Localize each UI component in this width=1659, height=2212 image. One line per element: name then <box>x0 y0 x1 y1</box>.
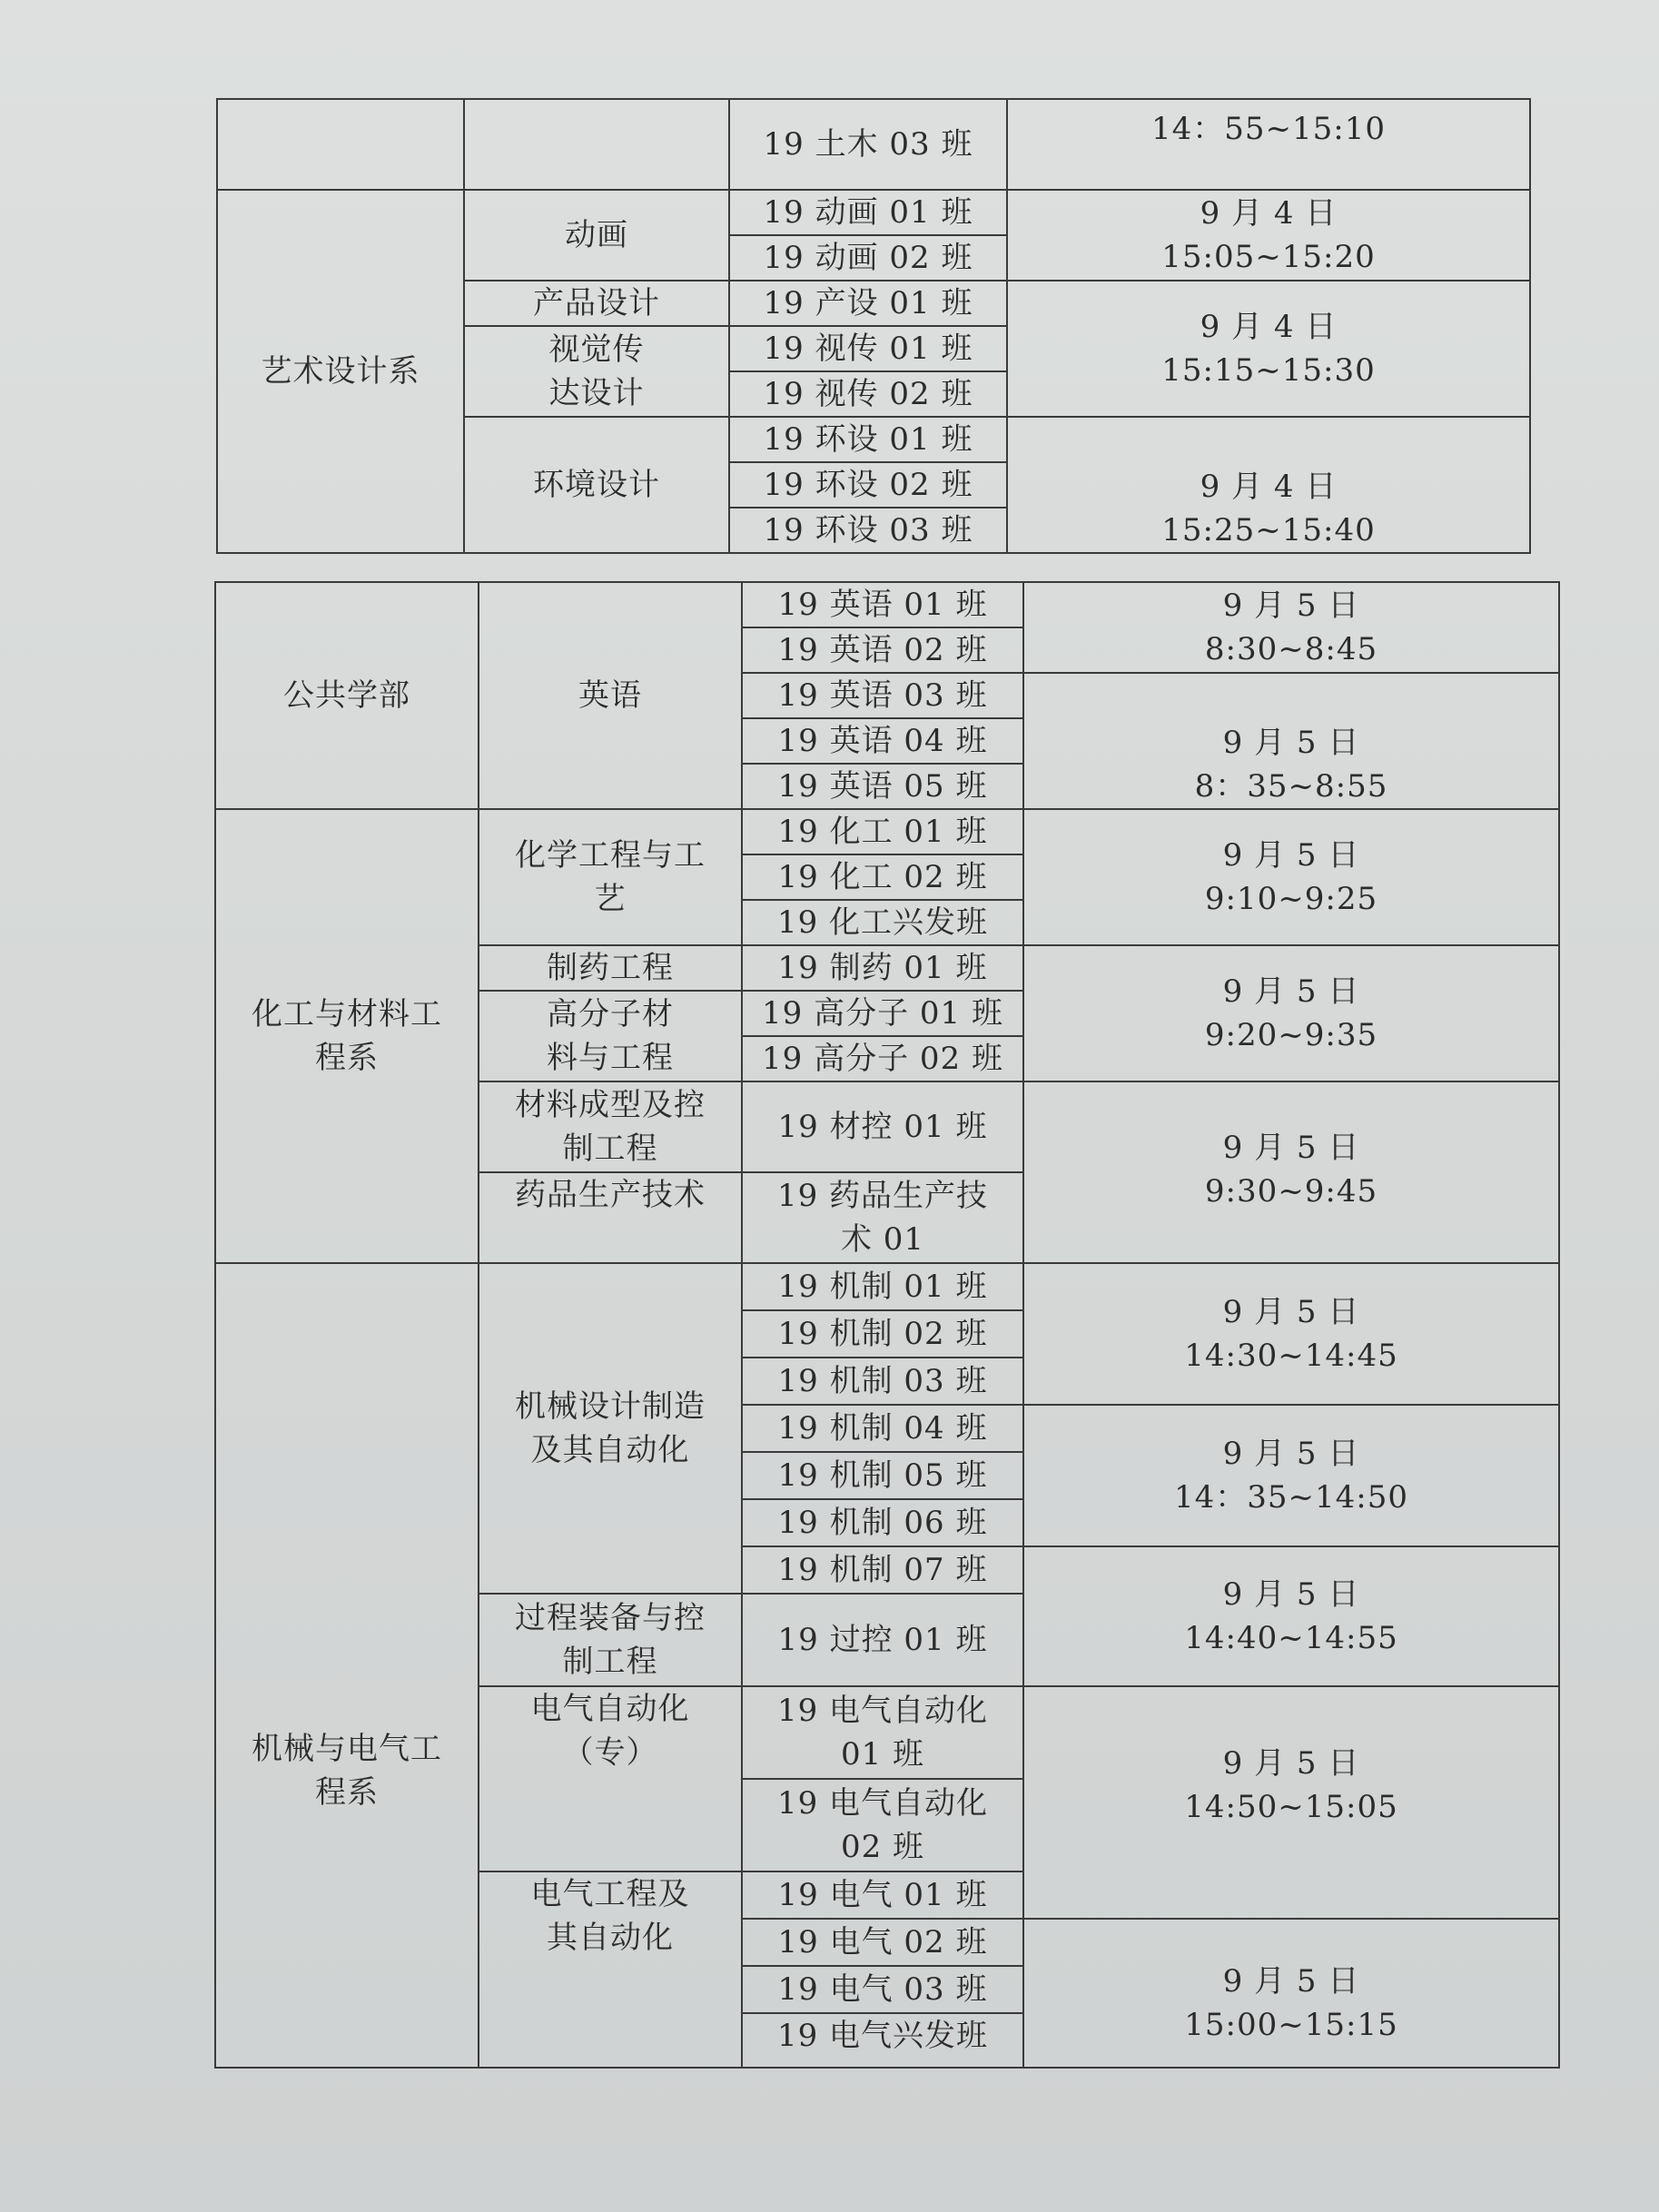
class-cell: 19 电气自动化 02 班 <box>742 1779 1023 1871</box>
slot-date: 9 月 4 日 <box>1200 469 1338 505</box>
slot-time: 8:30~8:45 <box>1204 631 1378 667</box>
time-slot-cell <box>1023 582 1559 673</box>
slot-date: 9 月 4 日 <box>1200 309 1338 345</box>
class-cell: 19 电气兴发班 <box>742 2013 1023 2068</box>
slot-date: 9 月 5 日 <box>1222 1130 1360 1166</box>
slot-date: 9 月 5 日 <box>1222 1745 1360 1782</box>
major-cell: 材料成型及控 制工程 <box>479 1081 742 1172</box>
time-slot-cell <box>1023 1405 1559 1546</box>
major-cell-empty <box>464 99 729 190</box>
class-cell: 19 英语 03 班 <box>742 673 1023 718</box>
class-cell: 19 英语 05 班 <box>742 764 1023 809</box>
time-slot-cell <box>1023 945 1559 1081</box>
slot-date: 9 月 5 日 <box>1222 1576 1360 1613</box>
class-cell: 19 视传 01 班 <box>729 326 1007 371</box>
slot-date: 9 月 5 日 <box>1222 588 1360 624</box>
major-cell: 药品生产技术 <box>479 1172 742 1263</box>
time-slot-cell <box>1007 281 1530 417</box>
slot-time: 9:10~9:25 <box>1204 881 1378 917</box>
class-cell: 19 制药 01 班 <box>742 945 1023 991</box>
slot-date: 9 月 4 日 <box>1200 195 1338 232</box>
time-slot-cell <box>1007 417 1530 553</box>
class-cell: 19 英语 01 班 <box>742 582 1023 627</box>
class-cell: 19 化工兴发班 <box>742 900 1023 945</box>
dept-cell-empty <box>217 99 464 190</box>
major-cell: 产品设计 <box>464 281 729 326</box>
time-slot-cell <box>1023 1081 1559 1263</box>
time-slot-cell <box>1023 1546 1559 1686</box>
class-cell: 19 电气 02 班 <box>742 1919 1023 1966</box>
time-cell: 14：55~15:10 <box>1007 99 1530 190</box>
dept-cell: 艺术设计系 <box>217 190 464 553</box>
major-cell: 过程装备与控 制工程 <box>479 1594 742 1686</box>
slot-time: 9:30~9:45 <box>1204 1173 1378 1210</box>
class-cell: 19 材控 01 班 <box>742 1081 1023 1172</box>
major-cell: 动画 <box>464 190 729 281</box>
schedule-table-main <box>214 581 1560 2069</box>
class-cell: 19 高分子 01 班 <box>742 991 1023 1036</box>
class-cell: 19 环设 03 班 <box>729 508 1007 553</box>
class-cell: 19 机制 03 班 <box>742 1358 1023 1405</box>
time-slot-cell <box>1023 1263 1559 1405</box>
major-cell: 制药工程 <box>479 945 742 991</box>
class-cell: 19 电气 01 班 <box>742 1871 1023 1919</box>
class-cell: 19 英语 02 班 <box>742 627 1023 673</box>
class-cell: 19 过控 01 班 <box>742 1594 1023 1686</box>
class-cell: 19 电气自动化 01 班 <box>742 1686 1023 1779</box>
slot-time: 14:40~14:55 <box>1184 1620 1398 1656</box>
slot-time: 15:15~15:30 <box>1161 352 1376 389</box>
class-cell: 19 土木 03 班 <box>729 99 1007 190</box>
schedule-table-art <box>216 98 1531 554</box>
dept-cell: 公共学部 <box>215 582 479 809</box>
dept-cell: 化工与材料工 程系 <box>215 809 479 1263</box>
time-slot-cell <box>1023 1686 1559 1919</box>
major-cell: 视觉传 达设计 <box>464 326 729 417</box>
slot-date: 9 月 5 日 <box>1222 725 1360 761</box>
class-cell: 19 视传 02 班 <box>729 371 1007 417</box>
class-cell: 19 动画 01 班 <box>729 190 1007 235</box>
major-cell: 化学工程与工 艺 <box>479 809 742 945</box>
class-cell: 19 环设 01 班 <box>729 417 1007 462</box>
slot-time: 14:50~15:05 <box>1184 1789 1398 1825</box>
class-cell: 19 电气 03 班 <box>742 1966 1023 2013</box>
slot-time: 14：35~14:50 <box>1174 1479 1408 1516</box>
major-cell: 高分子材 料与工程 <box>479 991 742 1081</box>
class-cell: 19 动画 02 班 <box>729 235 1007 281</box>
class-cell: 19 化工 01 班 <box>742 809 1023 854</box>
class-cell: 19 机制 04 班 <box>742 1405 1023 1452</box>
slot-date: 9 月 5 日 <box>1222 837 1360 874</box>
major-cell: 电气自动化 （专） <box>479 1686 742 1871</box>
class-cell: 19 机制 01 班 <box>742 1263 1023 1310</box>
time-slot-cell <box>1007 190 1530 281</box>
class-cell: 19 化工 02 班 <box>742 854 1023 900</box>
slot-time: 14:30~14:45 <box>1184 1338 1398 1374</box>
major-cell: 英语 <box>479 582 742 809</box>
class-cell: 19 机制 07 班 <box>742 1546 1023 1594</box>
class-cell: 19 英语 04 班 <box>742 718 1023 764</box>
slot-date: 9 月 5 日 <box>1222 1436 1360 1472</box>
slot-date: 9 月 5 日 <box>1222 973 1360 1010</box>
major-cell: 电气工程及 其自动化 <box>479 1871 742 2068</box>
class-cell: 19 药品生产技 术 01 <box>742 1172 1023 1263</box>
slot-date: 9 月 5 日 <box>1222 1963 1360 2000</box>
slot-time: 15:25~15:40 <box>1161 512 1376 548</box>
class-cell: 19 环设 02 班 <box>729 462 1007 508</box>
major-cell: 环境设计 <box>464 417 729 553</box>
major-cell: 机械设计制造 及其自动化 <box>479 1263 742 1594</box>
time-slot-cell <box>1023 673 1559 809</box>
class-cell: 19 机制 06 班 <box>742 1499 1023 1546</box>
time-slot-cell <box>1023 1919 1559 2068</box>
class-cell: 19 产设 01 班 <box>729 281 1007 326</box>
class-cell: 19 机制 02 班 <box>742 1310 1023 1358</box>
slot-time: 15:00~15:15 <box>1184 2007 1398 2043</box>
slot-date: 9 月 5 日 <box>1222 1294 1360 1330</box>
slot-time: 8：35~8:55 <box>1194 768 1388 805</box>
slot-time: 15:05~15:20 <box>1161 239 1376 275</box>
time-slot-cell <box>1023 809 1559 945</box>
slot-time: 9:20~9:35 <box>1204 1017 1378 1053</box>
class-cell: 19 机制 05 班 <box>742 1452 1023 1499</box>
class-cell: 19 高分子 02 班 <box>742 1036 1023 1081</box>
dept-cell: 机械与电气工 程系 <box>215 1263 479 2068</box>
